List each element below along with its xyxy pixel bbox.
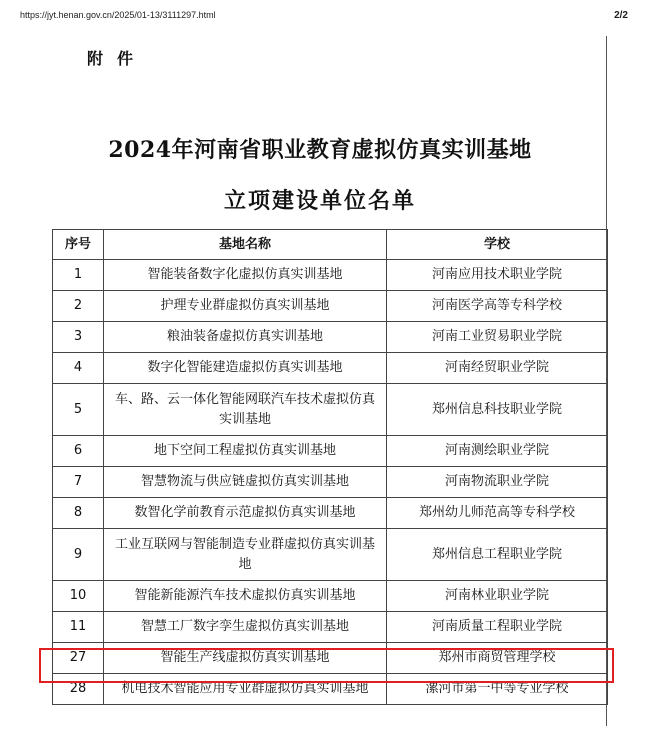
cell-school: 河南经贸职业学院 [387,353,608,384]
cell-name: 智能生产线虚拟仿真实训基地 [104,643,387,674]
cell-name: 数智化学前教育示范虚拟仿真实训基地 [104,498,387,529]
page-url[interactable]: https://jyt.henan.gov.cn/2025/01-13/3111297.html [20,10,216,20]
table-header-row [53,230,608,260]
cell-school: 河南工业贸易职业学院 [387,322,608,353]
table-row [53,674,608,705]
table-row [53,529,608,581]
table-row [53,436,608,467]
cell-no: 10 [53,581,104,612]
cell-name: 地下空间工程虚拟仿真实训基地 [104,436,387,467]
cell-school: 郑州幼儿师范高等专科学校 [387,498,608,529]
cell-name: 智慧物流与供应链虚拟仿真实训基地 [104,467,387,498]
cell-no: 27 [53,643,104,674]
cell-name: 智慧工厂数字孪生虚拟仿真实训基地 [104,612,387,643]
cell-school: 漯河市第一中等专业学校 [387,674,608,705]
cell-name: 车、路、云一体化智能网联汽车技术虚拟仿真实训基地 [104,384,387,436]
page-number: 2/2 [614,10,628,21]
cell-name: 数字化智能建造虚拟仿真实训基地 [104,353,387,384]
cell-no: 5 [53,384,104,436]
cell-name: 工业互联网与智能制造专业群虚拟仿真实训基地 [104,529,387,581]
browser-print-header [0,0,650,30]
cell-name: 护理专业群虚拟仿真实训基地 [104,291,387,322]
column-header-name: 基地名称 [104,230,387,260]
cell-no: 28 [53,674,104,705]
cell-no: 8 [53,498,104,529]
document-title-line1: 2024年河南省职业教育虚拟仿真实训基地 [108,137,532,163]
document-title-line2: 立项建设单位名单 [223,188,416,214]
cell-school: 河南林业职业学院 [387,581,608,612]
table-row [53,581,608,612]
cell-no: 2 [53,291,104,322]
cell-school: 河南应用技术职业学院 [387,260,608,291]
table-row [53,322,608,353]
cell-no: 6 [53,436,104,467]
cell-school: 河南物流职业学院 [387,467,608,498]
cell-name: 粮油装备虚拟仿真实训基地 [104,322,387,353]
table-row-highlighted [53,643,608,674]
cell-school: 郑州信息科技职业学院 [387,384,608,436]
cell-no: 9 [53,529,104,581]
cell-no: 4 [53,353,104,384]
table-row [53,467,608,498]
cell-school: 河南测绘职业学院 [387,436,608,467]
column-header-school: 学校 [387,230,608,260]
attachment-label: 附件 [87,49,148,68]
cell-no: 7 [53,467,104,498]
cell-school: 郑州信息工程职业学院 [387,529,608,581]
table-row [53,291,608,322]
cell-school: 郑州市商贸管理学校 [387,643,608,674]
table-row [53,384,608,436]
cell-name: 智能新能源汽车技术虚拟仿真实训基地 [104,581,387,612]
table-row [53,353,608,384]
cell-school: 河南医学高等专科学校 [387,291,608,322]
cell-no: 11 [53,612,104,643]
table-row [53,612,608,643]
column-header-no: 序号 [53,230,104,260]
cell-name: 机电技术智能应用专业群虚拟仿真实训基地 [104,674,387,705]
table-row [53,498,608,529]
unit-list-table [52,229,608,705]
cell-school: 河南质量工程职业学院 [387,612,608,643]
cell-no: 1 [53,260,104,291]
table-row [53,260,608,291]
cell-no: 3 [53,322,104,353]
cell-name: 智能装备数字化虚拟仿真实训基地 [104,260,387,291]
